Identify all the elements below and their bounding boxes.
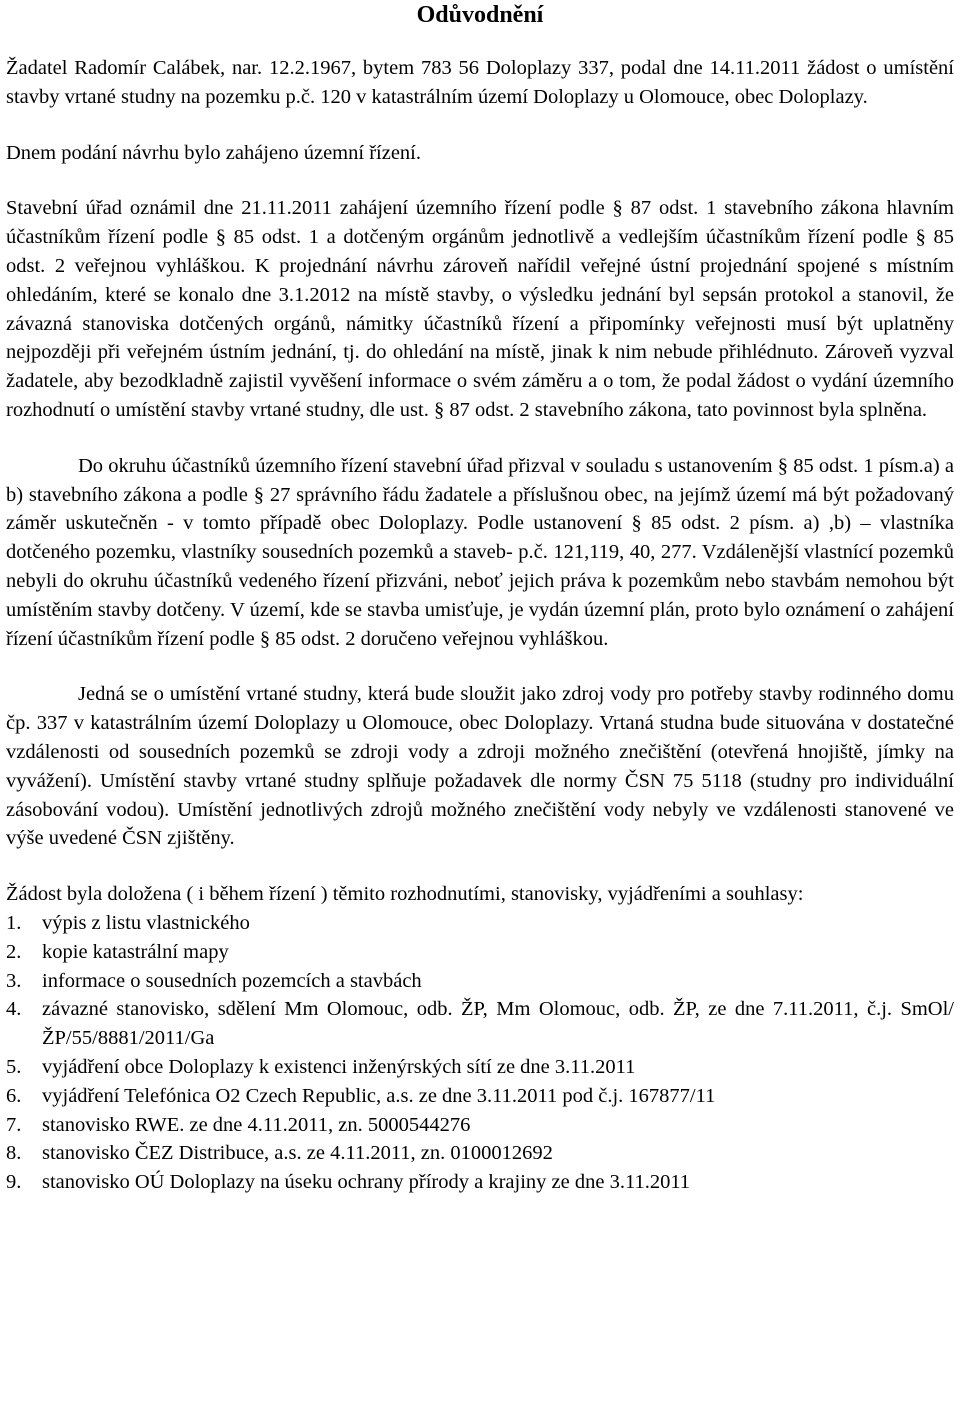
list-item [6,1053,954,1082]
list-item-text: závazné stanovisko, sdělení Mm Olomouc, odb. ŽP, Mm Olomouc, odb. ŽP, ze dne 7.11.2011, č.j. SmOl/ŽP/55/8881/2011/Ga [42,998,954,1050]
documents-list [6,909,954,1197]
list-item-number: 6. [6,1084,22,1107]
list-item-text: stanovisko RWE. ze dne 4.11.2011, zn. 5000544276 [42,1113,471,1136]
list-item-text: informace o sousedních pozemcích a stavbách [42,969,422,992]
list-item-number: 5. [6,1055,22,1078]
list-item-number: 4. [6,998,22,1021]
list-item-text: stanovisko ČEZ Distribuce, a.s. ze 4.11.2011, zn. 0100012692 [42,1142,553,1165]
paragraph-applicant: Žadatel Radomír Calábek, nar. 12.2.1967, bytem 783 56 Doloplazy 337, podal dne 14.11.2011 žádost o umístění stavby vrtané studny na pozemku p.č. 120 v katastrálním území Doloplazy u Olomouce, obec Doloplazy. [6,57,954,108]
list-item [6,1111,954,1140]
list-item [6,1139,954,1168]
paragraph-announcement: Stavební úřad oznámil dne 21.11.2011 zahájení územního řízení podle § 87 odst. 1 stavebního zákona hlavním účastníkům řízení podle § 85 odst. 1 a dotčeným orgánům jednotlivě a vedlejším účastníkům řízení podle § 85 odst. 2 veřejnou vyhláškou. K projednání návrhu zároveň nařídil veřejné ústní projednání spojené s místním ohledáním, které se konalo dne 3.1.2012 na místě stavby, o výsledku jednání byl sepsán protokol a stanovil, že závazná stanoviska dotčených orgánů, námitky účastníků řízení a připomínky veřejnosti musí být uplatněny nejpozději při veřejném ústním jednání, tj. do ohledání na místě, jinak k nim nebude přihlédnuto. Zároveň vyzval žadatele, aby bezodkladně zajistil vyvěšení informace o svém záměru a o tom, že podal žádost o vydání územního rozhodnutí o umístění stavby vrtané studny, dle ust. § 87 odst. 2 stavebního zákona, tato povinnost byla splněna. [6,197,954,421]
list-item [6,995,954,1053]
list-item-number: 2. [6,940,22,963]
list-item-number: 3. [6,969,22,992]
paragraph-participants: Do okruhu účastníků územního řízení stavební úřad přizval v souladu s ustanovením § 85 odst. 1 písm.a) a b) stavebního zákona a podle § 27 správního řádu žadatele a příslušnou obec, na jejímž území má být požadovaný záměr uskutečněn - v tomto případě obec Doloplazy. Podle ustanovení § 85 odst. 2 písm. a) ,b) – vlastníka dotčeného pozemku, vlastníky sousedních pozemků a staveb- p.č. 121,119, 40, 277. Vzdálenější vlastnící pozemků nebyli do okruhu účastníků vedeného řízení přizváni, neboť jejich práva k pozemkům nebo stavbám nemohou být umístěním stavby dotčeny. V území, kde se stavba umisťuje, je vydán územní plán, proto bylo oznámení o zahájení řízení účastníkům řízení podle § 85 odst. 2 doručeno veřejnou vyhláškou. [6,454,954,650]
list-item-text: vyjádření obce Doloplazy k existenci inženýrských sítí ze dne 3.11.2011 [42,1055,636,1078]
paragraph-well-description: Jedná se o umístění vrtané studny, která bude sloužit jako zdroj vody pro potřeby stavby rodinného domu čp. 337 v katastrálním území Doloplazy u Olomouce, obec Doloplazy. Vrtaná studna bude situována v dostatečné vzdálenosti od sousedních pozemků se zdroji vody a zdroji možného znečištění (otevřená hnojiště, jímky na vyvážení). Umístění stavby vrtané studny splňuje požadavek dle normy ČSN 75 5118 (studny pro individuální zásobování vodou). Umístění jednotlivých zdrojů možného znečištění vody nebyly ve vzdálenosti stanovené ve výše uvedené ČSN zjištěny. [6,683,954,850]
list-item-text: výpis z listu vlastnického [42,911,250,934]
list-item [6,909,954,938]
list-item-number: 7. [6,1113,22,1136]
paragraph-proceedings-start: Dnem podání návrhu bylo zahájeno územní řízení. [6,141,421,164]
document-heading: Odůvodnění [416,2,544,28]
list-item [6,1168,954,1197]
list-item-text: stanovisko OÚ Doloplazy na úseku ochrany přírody a krajiny ze dne 3.11.2011 [42,1171,691,1194]
list-item-number: 1. [6,911,22,934]
list-item-text: vyjádření Telefónica O2 Czech Republic, a.s. ze dne 3.11.2011 pod č.j. 167877/11 [42,1084,716,1107]
list-item [6,967,954,996]
list-item-number: 9. [6,1171,22,1194]
paragraph-documents-intro: Žádost byla doložena ( i během řízení ) těmito rozhodnutími, stanovisky, vyjádřeními a souhlasy: [6,883,804,906]
list-item [6,1082,954,1111]
list-item-number: 8. [6,1142,22,1165]
list-item [6,938,954,967]
list-item-text: kopie katastrální mapy [42,940,229,963]
